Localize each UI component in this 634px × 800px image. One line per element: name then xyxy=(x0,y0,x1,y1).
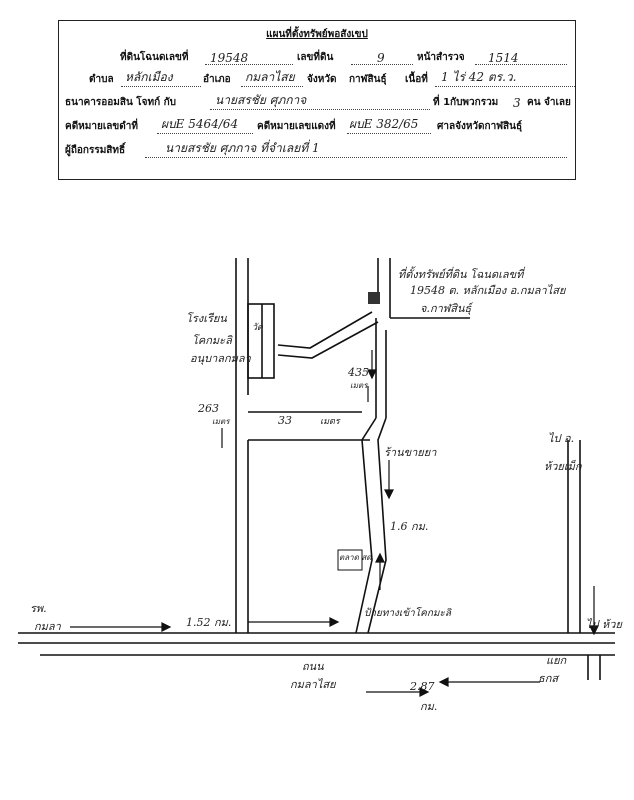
property-note-2: 19548 ต. หลักเมือง อ.กมลาไสย xyxy=(410,284,566,297)
road-left-label-1: ถนน xyxy=(302,660,324,673)
land-no-label: เลขที่ดิน xyxy=(297,52,334,63)
property-marker xyxy=(368,292,380,304)
from-label-1: รพ. xyxy=(30,602,47,615)
defendants-count: 3 xyxy=(513,96,521,110)
dist-2-87: 2.87 xyxy=(410,680,435,693)
market-label: ตลาด สด xyxy=(339,553,372,562)
dist-33-unit: เมตร xyxy=(320,417,340,427)
from-label-2: กมลา xyxy=(34,620,61,633)
plaintiff-label: ธนาคารออมสิน โจทก์ กับ xyxy=(65,97,177,108)
school-label-2: โคกมะลิ xyxy=(192,334,232,347)
owner-label: ผู้ถือกรรมสิทธิ์ xyxy=(65,145,126,156)
dist-2-87-unit: กม. xyxy=(420,700,438,713)
survey-label: หน้าสำรวจ xyxy=(417,52,465,63)
road-left-label-2: กมลาไสย xyxy=(290,678,336,691)
page-title: แผนที่ตั้งทรัพย์พอสังเขป xyxy=(266,29,368,40)
defendant: นายสรชัย ศุภกาจ xyxy=(215,93,307,107)
dist-435: 435 xyxy=(348,366,369,379)
area: 1 ไร่ 42 ตร.ว. xyxy=(441,70,517,84)
deed-no: 19548 xyxy=(210,51,249,65)
property-note-3: จ.กาฬสินธุ์ xyxy=(420,302,472,315)
black-case-label: คดีหมายเลขดำที่ xyxy=(65,121,138,132)
black-case: ผบE 5464/64 xyxy=(161,117,239,131)
direction-arrows xyxy=(70,350,598,696)
property-note-1: ที่ตั้งทรัพย์ที่ดิน โฉนดเลขที่ xyxy=(398,268,524,281)
defendants-suffix: คน จำเลย xyxy=(527,97,571,108)
dist-263-unit: เมตร xyxy=(212,417,230,426)
deed-label: ที่ดินโฉนดเลขที่ xyxy=(120,52,189,63)
shop-label: ร้านขายยา xyxy=(384,446,437,459)
to-label-2: ห้วยเม็ก xyxy=(544,460,582,473)
dist-1-52: 1.52 กม. xyxy=(186,616,232,629)
junction-label-1: แยก xyxy=(546,654,567,667)
tambon-label: ตำบล xyxy=(89,74,114,85)
red-case: ผบE 382/65 xyxy=(349,117,419,131)
province-label: จังหวัด xyxy=(307,74,337,85)
amphoe: กมลาไสย xyxy=(245,70,295,84)
survey-no: 1514 xyxy=(488,51,519,65)
court: ศาลจังหวัดกาฬสินธุ์ xyxy=(437,121,523,132)
to-label-1: ไป อ. xyxy=(548,432,575,445)
amphoe-label: อำเภอ xyxy=(203,74,231,85)
road-lines xyxy=(18,258,615,680)
red-case-label: คดีหมายเลขแดงที่ xyxy=(257,121,336,132)
province: กาฬสินธุ์ xyxy=(349,74,387,85)
school-label-1: โรงเรียน xyxy=(186,312,227,325)
area-label: เนื้อที่ xyxy=(405,74,428,85)
school-label-3: อนุบาลกมลา xyxy=(190,352,251,365)
temple-label: วัด xyxy=(252,323,263,333)
land-no: 9 xyxy=(377,51,385,65)
right-road-label: ไป ห้วย xyxy=(586,618,622,631)
dist-1-6: 1.6 กม. xyxy=(390,520,429,533)
entrance-label: ป้ายทางเข้าโคกมะลิ xyxy=(364,608,451,619)
defendants-label: ที่ 1กับพวกรวม xyxy=(433,97,499,108)
tambon: หลักเมือง xyxy=(125,70,173,84)
dist-435-unit: เมตร xyxy=(350,381,368,390)
dist-33: 33 xyxy=(278,414,292,427)
owner: นายสรชัย ศุภกาจ ที่จำเลยที่ 1 xyxy=(165,141,320,155)
dist-263: 263 xyxy=(198,402,219,415)
junction-label-2: ธกส xyxy=(538,672,559,685)
